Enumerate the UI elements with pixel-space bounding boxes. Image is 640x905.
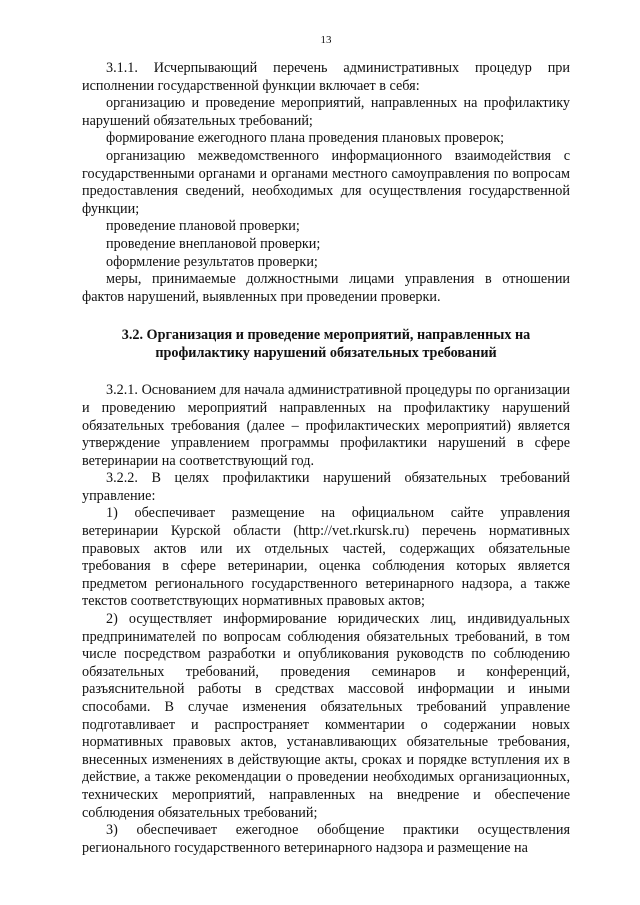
section-3-1-1-item: проведение внеплановой проверки; xyxy=(106,235,321,252)
section-3-1-1-item: меры, принимаемые должностными лицами управления в отношении фактов нарушений, выявленных при проведении проверки. xyxy=(82,271,570,305)
section-3-1-1-item: формирование ежегодного плана проведения плановых проверок; xyxy=(106,130,505,147)
section-3-2-2-item: 2) осуществляет информирование юридических лиц, индивидуальных предпринимателей по вопросам соблюдения обязательных требований, в том числе посредством разработки и опубликования руководств по соблюдению обязательных требований, проведения семинаров и конференций, разъяснительной работы в средствах массовой информации и иными способами. В случае изменения обязательных требований управление подготавливает и распространяет комментарии о содержании новых нормативных правовых актов, устанавливающих обязательные требования, внесенных изменениях в действующие акты, сроках и порядке вступления их в действие, а также рекомендации о проведении необходимых организационных, технических мероприятий, направленных на внедрение и обеспечение соблюдения обязательных требований; xyxy=(82,611,570,821)
page-number: 13 xyxy=(320,34,332,46)
section-3-2-2-item: 3) обеспечивает ежегодное обобщение практики осуществления регионального государственного ветеринарного надзора и размещение на xyxy=(82,822,570,856)
section-3-2-2-intro: 3.2.2. В целях профилактики нарушений обязательных требований управление: xyxy=(82,470,570,504)
section-3-1-1-item: оформление результатов проверки; xyxy=(106,253,318,270)
section-3-1-1-item: проведение плановой проверки; xyxy=(106,218,300,235)
document-body xyxy=(82,60,570,857)
section-3-1-1-item: организацию межведомственного информационного взаимодействия с государственными органами и органами местного самоуправления по вопросам предоставления сведений, необходимых для осуществления государственной функции; xyxy=(82,147,570,217)
section-3-1-1-item: организацию и проведение мероприятий, направленных на профилактику нарушений обязательных требований; xyxy=(82,95,570,129)
section-3-2-1-paragraph: 3.2.1. Основанием для начала административной процедуры по организации и проведению мероприятий направленных на профилактику нарушений обязательных требования (далее – профилактических мероприятий) является утверждение управлением программы профилактики нарушений в сфере ветеринарии на соответствующий год. xyxy=(82,382,570,469)
section-3-2-2-item: 1) обеспечивает размещение на официальном сайте управления ветеринарии Курской области (http://vet.rkursk.ru) перечень нормативных правовых актов или их отдельных частей, содержащих обязательные требования в сфере ветеринарии, оценка соблюдения которых является предметом регионального государственного ветеринарного надзора, а также текстов соответствующих нормативных правовых актов; xyxy=(82,505,570,610)
section-3-2-heading: 3.2. Организация и проведение мероприятий, направленных на профилактику нарушений обязательных требований xyxy=(121,327,531,362)
section-3-1-1-intro: 3.1.1. Исчерпывающий перечень административных процедур при исполнении государственной функции включает в себя: xyxy=(82,60,570,94)
